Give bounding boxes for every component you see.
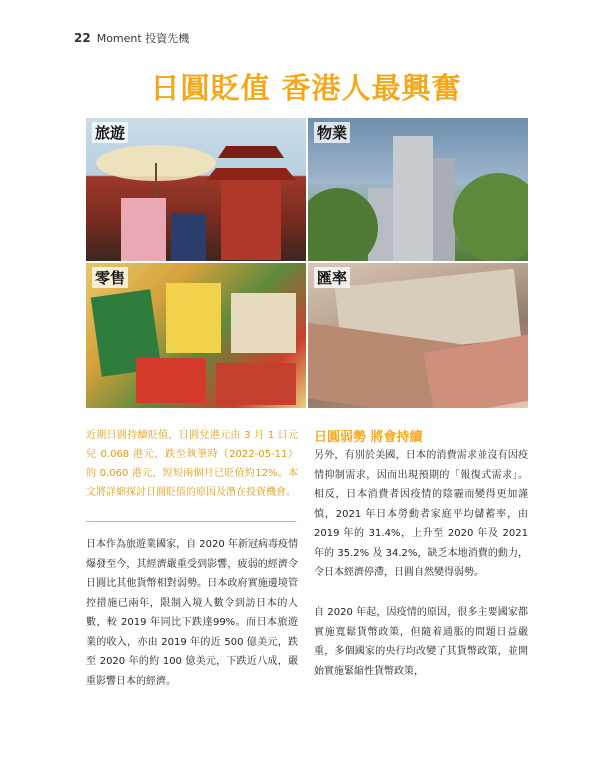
image-grid — [86, 118, 528, 408]
exchange-rate-image — [308, 263, 528, 408]
body-paragraph-3: 自 2020 年起，因疫情的原因，很多主要國家都實施寬鬆貨幣政策，但隨着通脹的問題日益嚴重，多個國家的央行均改變了其貨幣政策，並開始實施緊縮性貨幣政策， — [314, 607, 528, 677]
page-number: 22 — [74, 31, 91, 45]
travel-image — [86, 118, 306, 261]
body-paragraph-2: 另外，有別於美國，日本的消費需求並沒有因疫情抑制需求，因而出現預期的「報復式需求」。相反，日本消費者因疫情的陰霾而變得更加謹慎，2021 年日本勞動者家庭平均儲蓄率，由 2019 年的 31.4%，上升至 2020 年及 2021 年的 35.2% 及 34.2%，缺乏本地消費的動力，令日本經濟停滯，日圓自然變得弱勢。 — [314, 450, 528, 578]
travel-label: 旅遊 — [92, 122, 128, 143]
page-header — [74, 30, 189, 46]
divider — [86, 521, 296, 522]
retail-image — [86, 263, 306, 408]
publication-name: Moment 投資先機 — [96, 32, 190, 45]
exchange-rate-label: 匯率 — [314, 267, 350, 288]
intro-paragraph: 近期日圓持續貶值，日圓兌港元由 3 月 1 日元兒 0.068 港元，跌至執筆時（2022-05-11）的 0.060 港元，短短兩個月已貶值約12%。本文將詳細探討日圓貶值的原因及潛在投資機會。 — [86, 430, 298, 498]
section-subheading: 日圓弱勢 將會持續 — [314, 430, 423, 445]
property-label: 物業 — [314, 122, 350, 143]
body-paragraph-1: 日本作為旅遊業國家，自 2020 年新冠病毒疫情爆發至今，其經濟嚴重受到影響，疲弱的經濟令日圓比其他貨幣相對弱勢。日本政府實施邊境管控措施已兩年，限制入境人數令到訪日本的人數，較 2019 年同比下跌達99%。而日本旅遊業的收入，亦由 2019 年的近 500 億美元，跌至 2020 年的約 100 億美元，下跌近八成，嚴重影響日本的經濟。 — [86, 539, 298, 687]
retail-label: 零售 — [92, 267, 128, 288]
property-image — [308, 118, 528, 261]
article-title: 日圓貶值 香港人最興奮 — [150, 71, 462, 105]
